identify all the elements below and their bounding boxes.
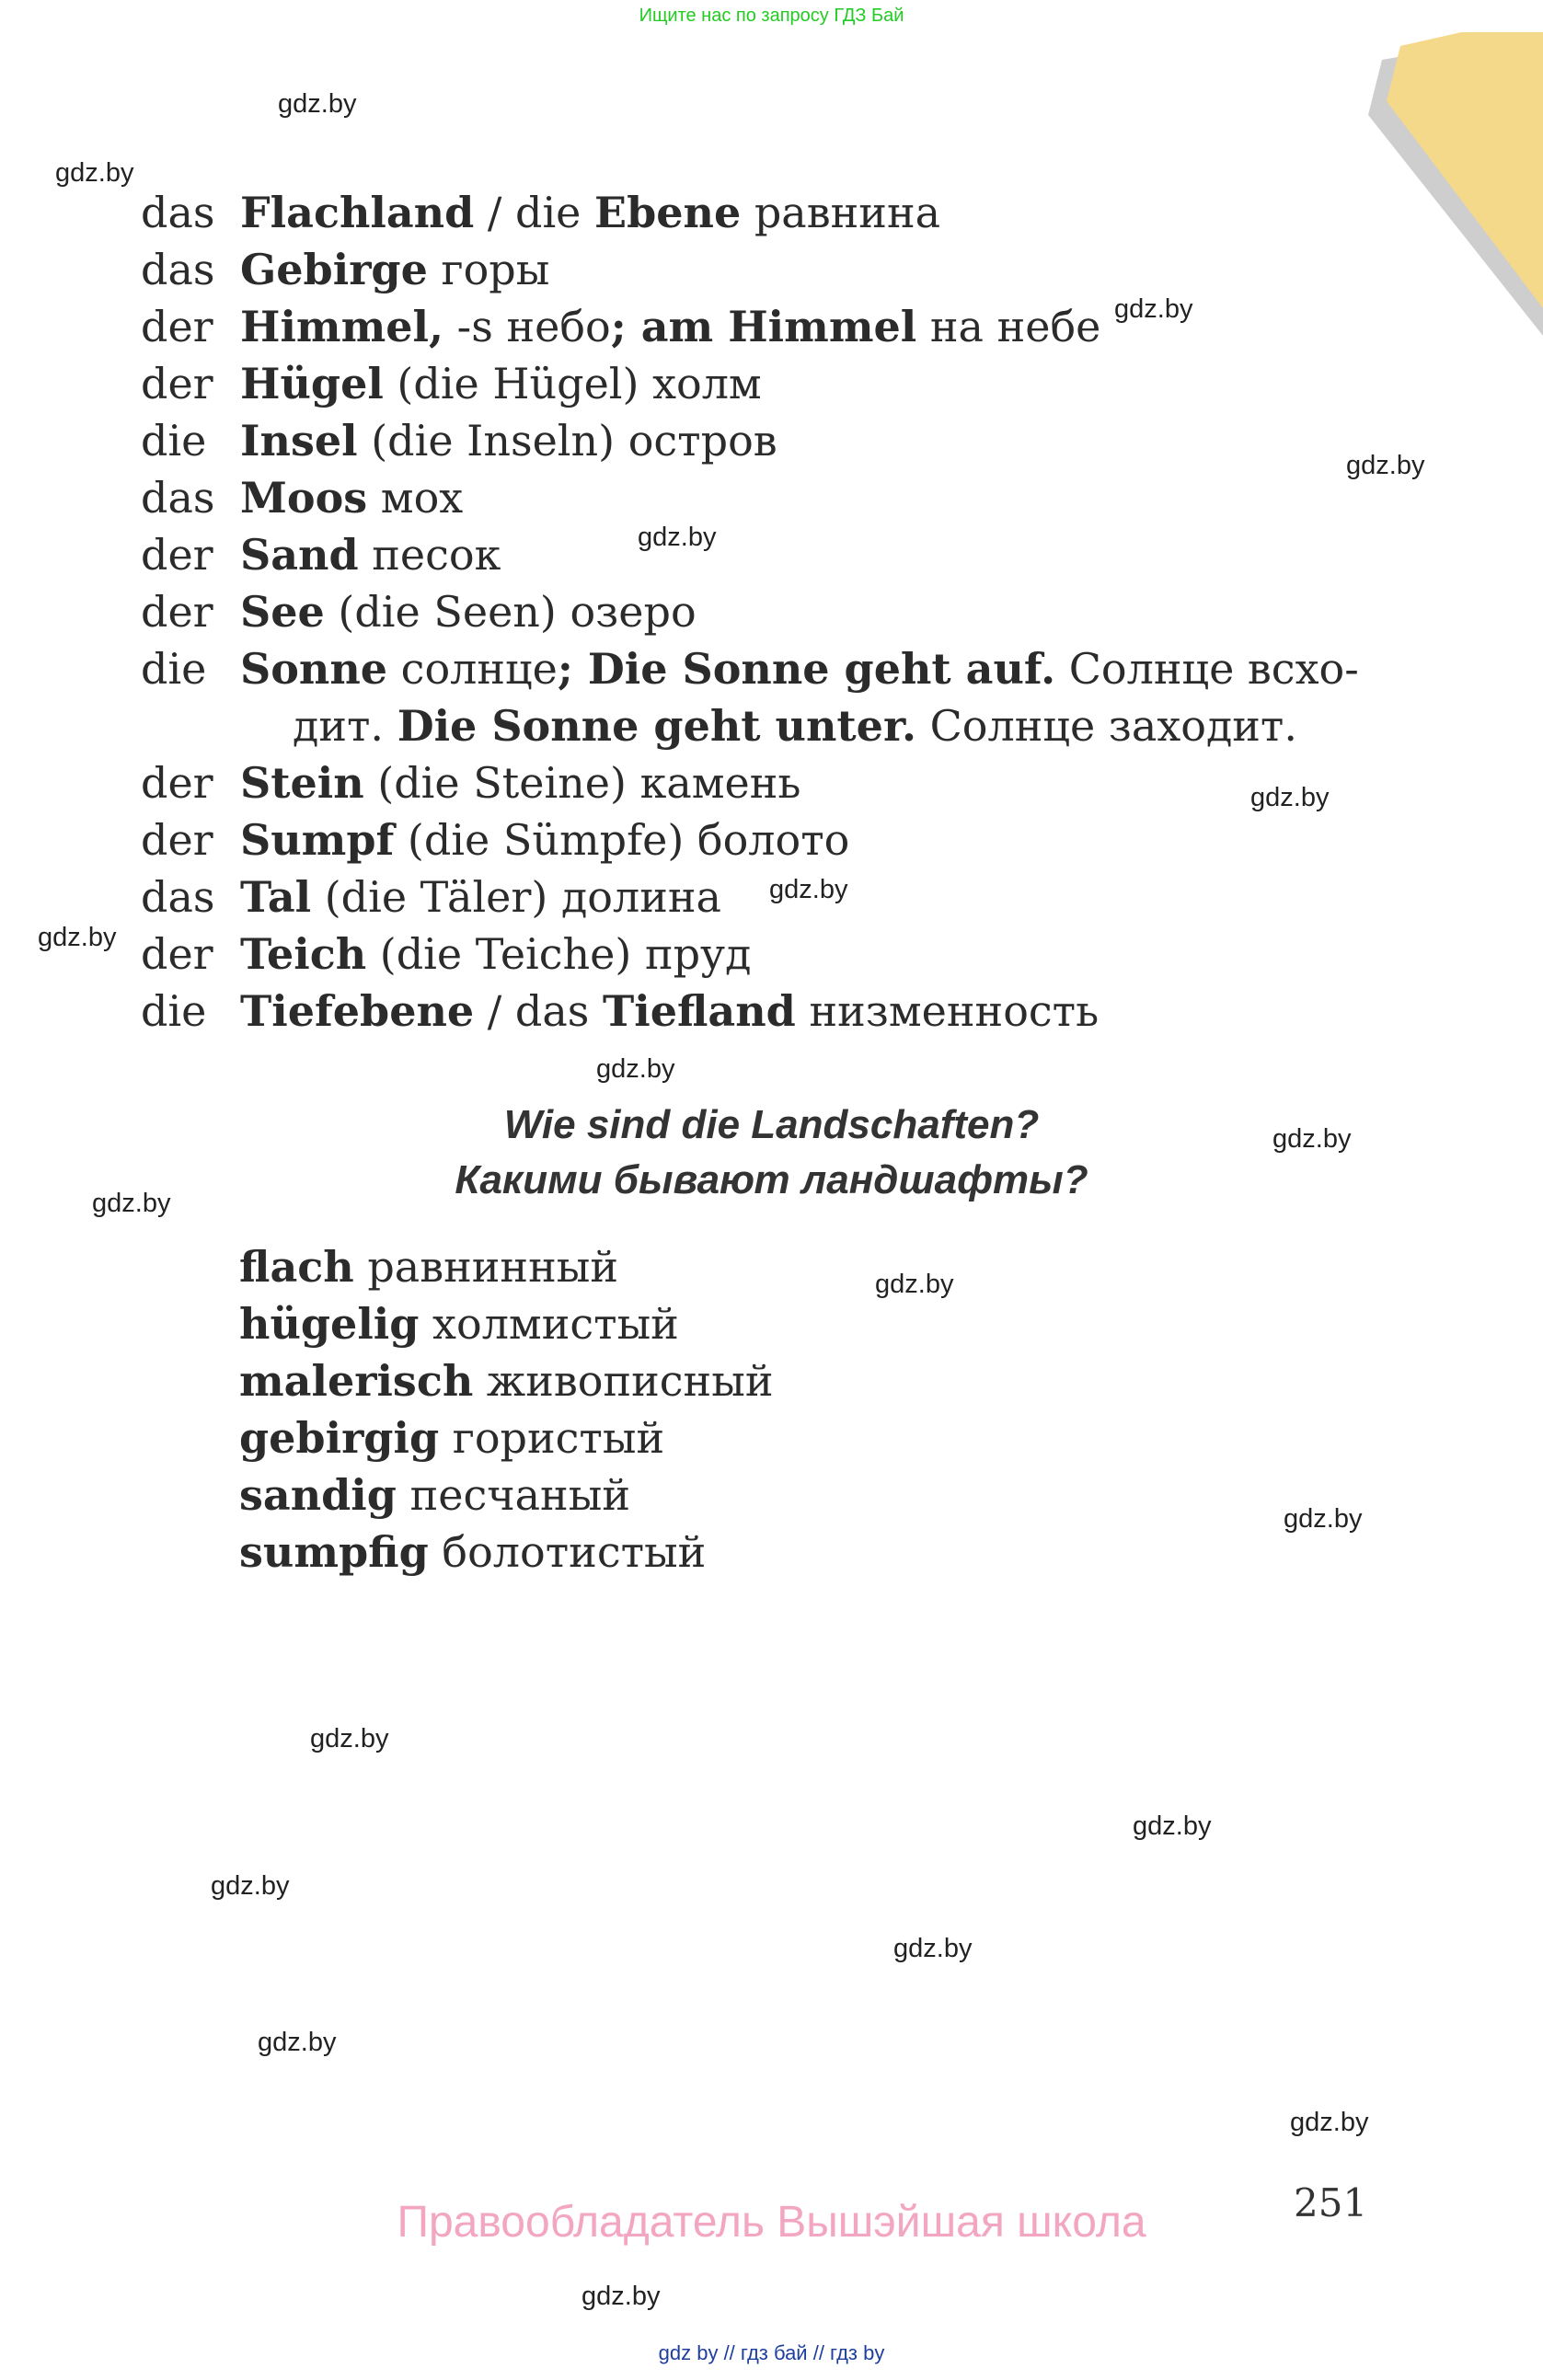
vocab-term: Flachland (240, 188, 475, 237)
vocab-entry-huegel (141, 355, 762, 412)
adjective-entry (239, 1238, 618, 1295)
vocab-term-alt: Ebene (594, 188, 742, 237)
vocab-translation: (die Täler) долина (311, 872, 721, 922)
vocab-term: Moos (240, 473, 368, 523)
vocab-article: der (141, 302, 213, 351)
vocab-term: Sand (240, 530, 359, 580)
vocab-term-alt: Tiefland (603, 986, 796, 1036)
watermark: gdz.by (638, 523, 717, 552)
vocab-translation: мох (367, 473, 464, 523)
vocab-article: die (141, 644, 207, 694)
vocab-translation: на небе (916, 302, 1101, 351)
watermark: gdz.by (310, 1724, 389, 1753)
footer-links[interactable]: gdz by // гдз бай // гдз by (658, 2341, 885, 2364)
continuation-phrase: Die Sonne geht unter. (397, 701, 916, 751)
adjective-translation: равнинный (353, 1242, 619, 1292)
vocab-article: der (141, 815, 213, 865)
adjective-entry (239, 1409, 664, 1466)
watermark: gdz.by (1114, 294, 1193, 324)
adjective-term: sandig (239, 1470, 397, 1520)
vocab-term: Sonne (240, 644, 388, 694)
adjective-entry (239, 1466, 630, 1523)
adjective-entry (239, 1523, 706, 1581)
vocab-phrase: ; am Himmel (610, 302, 917, 351)
watermark: gdz.by (38, 923, 117, 952)
vocab-entry-stein (141, 754, 800, 811)
vocab-entry-gebirge (141, 241, 549, 298)
vocab-entry-sand (141, 526, 501, 583)
vocab-translation: песок (358, 530, 501, 580)
watermark: gdz.by (769, 875, 848, 904)
watermark: gdz.by (1290, 2108, 1369, 2137)
adjective-translation: болотистый (428, 1527, 707, 1577)
watermark: gdz.by (258, 2028, 337, 2057)
watermark: gdz.by (582, 2282, 661, 2311)
adjective-term: malerisch (239, 1356, 474, 1406)
section-title-german: Wie sind die Landschaften? (503, 1102, 1040, 1147)
watermark: gdz.by (1250, 783, 1330, 812)
vocab-separator: / die (474, 188, 595, 237)
vocab-translation: (die Inseln) остров (357, 416, 777, 466)
watermark: gdz.by (1133, 1811, 1212, 1841)
adjective-entry (239, 1295, 679, 1352)
vocab-article: der (141, 359, 213, 408)
vocab-translation: (die Seen) озеро (324, 587, 697, 637)
continuation-pre: дит. (293, 701, 397, 751)
vocab-article: das (141, 245, 215, 294)
vocab-translation: горы (427, 245, 550, 294)
page-number: 251 (1294, 2180, 1368, 2225)
vocab-term: Gebirge (240, 245, 428, 294)
adjective-translation: живописный (473, 1356, 774, 1406)
watermark: gdz.by (55, 158, 134, 188)
adjective-translation: гористый (439, 1413, 665, 1463)
vocab-article: der (141, 530, 213, 580)
vocab-article: der (141, 929, 213, 979)
adjective-term: flach (239, 1242, 354, 1292)
vocab-translation: (die Hügel) холм (383, 359, 762, 408)
vocab-entry-tal (141, 868, 721, 926)
vocab-translation: (die Steine) камень (363, 758, 801, 808)
vocab-entry-flachland (141, 184, 940, 241)
vocab-translation: равнина (741, 188, 941, 237)
adjective-translation: холмистый (419, 1299, 679, 1349)
watermark: gdz.by (1346, 451, 1425, 480)
vocab-translation: (die Sümpfe) болото (394, 815, 850, 865)
vocab-plain: -s небо (443, 302, 611, 351)
vocab-entry-teich (141, 926, 751, 983)
vocab-entry-moos (141, 469, 463, 526)
vocab-entry-sonne-continuation (293, 697, 1297, 754)
vocab-separator: / das (474, 986, 604, 1036)
watermark: gdz.by (893, 1934, 973, 1963)
copyright-notice: Правообладатель Вышэйшая школа (397, 2198, 1146, 2247)
watermark: gdz.by (1284, 1504, 1363, 1534)
watermark: gdz.by (278, 89, 357, 119)
adjective-term: gebirgig (239, 1413, 440, 1463)
vocab-term: Insel (240, 416, 358, 466)
vocab-entry-himmel (141, 298, 1100, 355)
vocab-term: Hügel (240, 359, 384, 408)
section-title-russian: Какими бывают ландшафты? (455, 1157, 1088, 1202)
vocab-translation: Солнце всхо- (1055, 644, 1359, 694)
watermark: gdz.by (211, 1871, 290, 1901)
vocab-term: See (240, 587, 325, 637)
vocab-article: das (141, 188, 215, 237)
vocab-term: Teich (240, 929, 367, 979)
vocab-phrase: ; Die Sonne geht auf. (557, 644, 1056, 694)
adjective-entry (239, 1352, 773, 1409)
vocab-entry-insel (141, 412, 777, 469)
vocab-article: die (141, 416, 207, 466)
vocab-entry-see (141, 583, 697, 640)
vocab-article: der (141, 758, 213, 808)
vocab-translation: (die Teiche) пруд (366, 929, 752, 979)
vocab-entry-sonne (141, 640, 1359, 697)
vocab-article: das (141, 473, 215, 523)
vocab-term: Sumpf (240, 815, 395, 865)
watermark: gdz.by (596, 1054, 675, 1084)
vocab-entry-sumpf (141, 811, 849, 868)
adjective-translation: песчаный (396, 1470, 630, 1520)
top-banner[interactable]: Ищите нас по запросу ГДЗ Бай (639, 6, 904, 26)
vocab-translation: низменность (795, 986, 1100, 1036)
page-corner-tab (1331, 32, 1543, 336)
vocab-plain: солнце (387, 644, 558, 694)
vocab-term: Tal (240, 872, 312, 922)
watermark: gdz.by (875, 1270, 954, 1299)
vocab-term: Tiefebene (240, 986, 475, 1036)
continuation-post: Солнце заходит. (915, 701, 1298, 751)
vocab-term: Himmel, (240, 302, 444, 351)
vocab-article: die (141, 986, 207, 1036)
vocab-entry-tiefebene (141, 983, 1099, 1040)
vocab-article: der (141, 587, 213, 637)
vocab-term: Stein (240, 758, 364, 808)
watermark: gdz.by (92, 1189, 171, 1218)
adjective-term: sumpfig (239, 1527, 429, 1577)
vocab-article: das (141, 872, 215, 922)
adjective-term: hügelig (239, 1299, 420, 1349)
watermark: gdz.by (1272, 1124, 1352, 1154)
